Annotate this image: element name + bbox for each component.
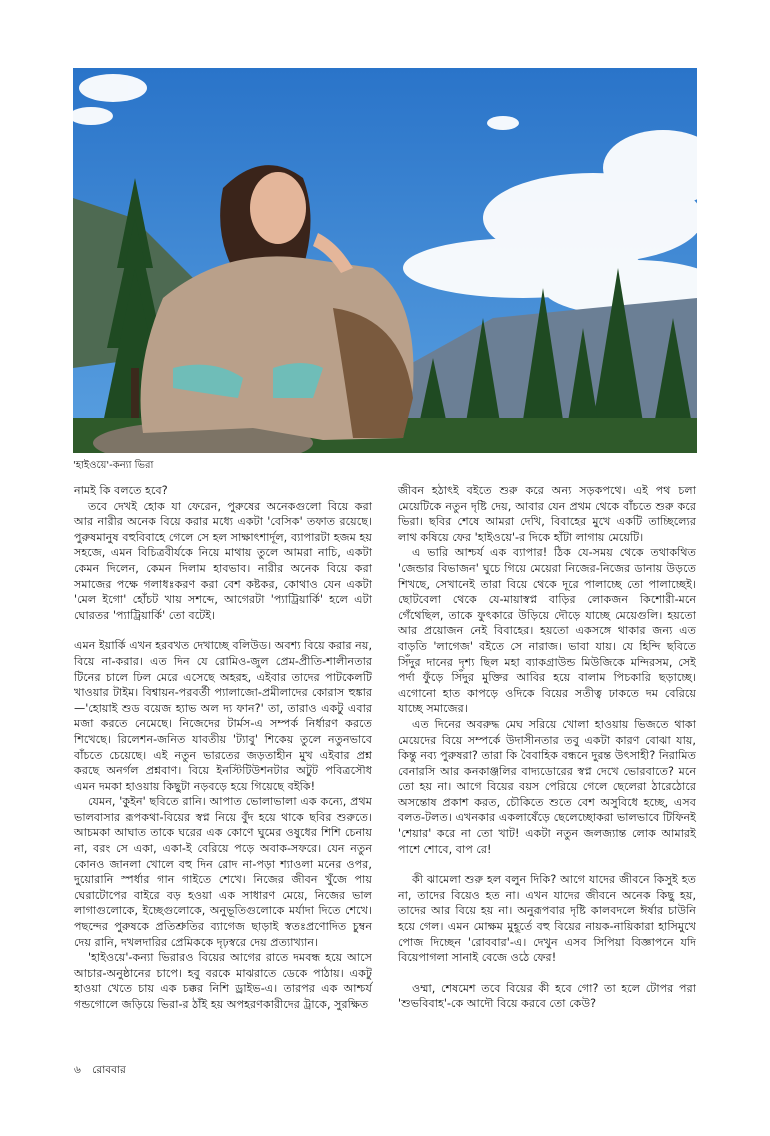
paragraph: এমন ইয়ার্কি এখন হরবখত দেখাচ্ছে বলিউড। অবশ্য বিয়ে করার নয়, বিয়ে না-করার। এত দিন যে রোমিও-জুল প্রেম-প্রীতি-শালীনতার টিনের চালে ঢিল মেরে এসেছে অহরহ, এইবার তাদের পাটকেলটি খাওয়ার টাইম। বিশ্বায়ন-পরবর্তী প্যালাজো-প্রমীলাদের কোরাস হুঙ্কার—'হোয়াই শুড বয়েজ হ্যাভ অল দ্য ফান?' তা, তারাও একটু এবার মজা করতে নেমেছে। নিজেদের টার্মস-এ সম্পর্ক নির্ধারণ করতে শিখেছে। রিলেশন-জনিত যাবতীয় 'ট্যাবু' শিকেয় তুলে নতুনভাবে বাঁচতে চেয়েছে। এই নতুন ভারতের জড়তাহীন মুখ এইবার প্রশ্ন করছে অনর্গল প্রশ্নবাণ। বিয়ে ইনস্টিটিউশনটার অটুট পবিত্রসৌধ এমন দমকা হাওয়ায় কিছুটা নড়বড়ে হয়ে গিয়েছে বইকি! [74,639,372,793]
hero-photo [73,68,697,453]
article-right-column [398,483,696,1012]
paragraph: এত দিনের অবরুদ্ধ মেঘ সরিয়ে খোলা হাওয়ায় ভিজতে থাকা মেয়েদের বিয়ে সম্পর্কে উদাসীনতার তবু একটা কারণ বোঝা যায়, কিন্তু নব্য পুরুষরা? তারা কি বৈবাহিক বন্ধনে দুরন্ত উৎসাহী? নিরামিত বেনারসি আর কনকাঞ্জলির বাদ্যডোরের স্বপ্ন দেখে ভোরবাতে? মনে তো হয় না। আগে বিয়ের বয়স পেরিয়ে গেলে ছেলেরা ঠারেঠোরে অসন্তোষ প্রকাশ করত, চৌকিতে শুতে বেশ অসুবিধে হচ্ছে, এসব বলত-টলত। এখনকার একলাষেঁড়ে ছেলেচ্ছোকরা ভালভাবে টিফিনই 'শেয়ার' করে না তো খাট! একটা নতুন জলজ্যান্ত লোক আমারই পাশে শোবে, বাপ রে! [398,717,696,856]
paragraph: তবে দেখই হোক যা ফেরেন, পুরুষের অনেকগুলো বিয়ে করা আর নারীর অনেক বিয়ে করার মধ্যে একটা 'বেসিক' তফাত রয়েছে। পুরুষমানুষ বহুবিবাহে গেলে সে হল সাক্ষাৎশার্দূল, ব্যাপারটা হজম হয় সহজে, এমন বিচিত্রবীর্যকে নিয়ে মাথায় তুলে আমরা নাচি, একটা কেমন দিলেন, কেমন দিলাম হাবভাব। নারীর অনেক বিয়ে করা সমাজের পক্ষে গলাধঃকরণ করা বেশ কষ্টকর, কোথাও যেন একটা 'মেল ইগো' হোঁচট খায় সশব্দে, আগেরটা 'প্যাট্রিয়ার্কি' হলে এটা ঘোরতর 'প্যাট্রিয়ার্কি' তো বটেই। [74,499,372,622]
page-footer [74,1063,134,1080]
paragraph: যেমন, 'কুইন' ছবিতে রানি। আপাত ভোলাভালা এক কন্যে, প্রথম ভালবাসার রূপকথা-বিয়ের স্বপ্ন নিয়ে বুঁদ হয়ে থাকে ছবির শুরুতে। আচমকা আঘাত তাকে ঘরের এক কোণে ঘুমের ওষুধের শিশি চেনায় না, বরং সে একা, একা-ই বেরিয়ে পড়ে অবাক-সফরে। যেন নতুন কোনও জানলা খোলে বহু দিন রোদ না-পড়া শ্যাওলা মনের ওপর, দুয়োরানি স্পর্ধার গান গাইতে শেখে। নিজের জীবন খুঁজে পায় ঘেরাটোপের বাইরে বড় হওয়া এক সাধারণ মেয়ে, নিজের ভাল লাগাগুলোকে, ইচ্ছেগুলোকে, অনুভূতিগুলোকে মর্যাদা দিতে শেখে। পছন্দের পুরুষকে প্রতিশ্রুতির ব্যাগেজ ছাড়াই স্বতঃপ্রণোদিত চুম্বন দেয় রানি, দখলদারির প্রেমিককে দৃঢ়স্বরে দেয় প্রত্যাখ্যান। [74,795,372,949]
paragraph: কী ঝামেলা শুরু হল বলুন দিকি? আগে যাদের জীবনে কিসুই হত না, তাদের বিয়েও হত না। এখন যাদের জীবনে অনেক কিছু হয়, তাদের আর বিয়ে হয় না। অনুরূপবার দৃষ্টি কালবদলে ঈর্ষার চাউনি হয়ে গেল। এমন মোক্ষম মুহূর্তে বহু বিয়ের নায়ক-নায়িকারা হাসিমুখে পোজ দিচ্ছেন 'রোববার'-এ। দেখুন এসব সিপিয়া বিজ্ঞাপনে যদি বিয়েপাগলা সানাই বেজে ওঠে ফের! [398,873,696,965]
paragraph: 'হাইওয়ে'-কন্যা ভিরারও বিয়ের আগের রাতে দমবন্ধ হয়ে আসে আচার-অনুষ্ঠানের চাপে। হবু বরকে মাঝরাতে ডেকে পাঠায়। একটু হাওয়া খেতে চায় এক চক্কর নিশি ড্রাইভ-এ। তারপর এক আশ্চর্য গন্ডগোলে জড়িয়ে ভিরা-র ঠাঁই হয় অপহরণকারীদের ট্রাকে, সুরক্ষিত [74,951,372,1011]
paragraph: এ ভারি আশ্চর্য এক ব্যাপার! ঠিক যে-সময় থেকে তথাকথিত 'জেন্ডার বিভাজন' ঘুচে গিয়ে মেয়েরা নিজের-নিজের ডানায় উড়তে শিখছে, সেখানেই তারা বিয়ে থেকে দূরে পালাচ্ছে তো পালাচ্ছেই। ছোটবেলা থেকে যে-মায়াস্বপ্ন বাড়ির লোকজন কিশোরী-মনে গেঁথেছিল, তাকে ফুৎকারে উড়িয়ে দৌড়ে যাচ্ছে মেয়েগুলি। হয়তো আর প্রয়োজন নেই বিবাহের। হয়তো একসঙ্গে থাকার জন্য এত বাড়তি 'লাগেজ' বইতে সে নারাজ। ভাবা যায়। যে হিন্দি ছবিতে সিঁদুর দানের দৃশ্য ছিল মহা ব্যাকগ্রাউন্ড মিউজিকে মন্দিরসম, সেই পর্দা ফুঁড়ে সিঁদুর মুক্তির আবির হয়ে বালাম পিচকারি ছড়াচ্ছে। এগোনো হাত কাপড়ে ওদিকে বিয়ের সতীত্ব ঢাকতে দম বেরিয়ে যাচ্ছে সমাজের। [398,546,696,716]
photo-caption: 'হাইওয়ে'-কন্যা ভিরা [73,460,154,471]
magazine-name: রোববার [92,1064,126,1076]
article-left-column [74,483,372,1013]
paragraph: ওম্মা, শেষমেশ তবে বিয়ের কী হবে গো? তা হলে টোপর পরা 'শুভবিবাহ'-কে আদৌ বিয়ে করবে তো কেউ? [398,981,696,1011]
paragraph: নামই কি বলতে হবে? [74,484,168,497]
mountain-scene-illustration [73,68,697,453]
paragraph: জীবন হঠাৎই বইতে শুরু করে অন্য সড়কপথে। এই পথ চলা মেয়েটিকে নতুন দৃষ্টি দেয়, আবার যেন প্রথম থেকে বাঁচতে শুরু করে ভিরা। ছবির শেষে আমরা দেখি, বিবাহের মুখে একটি তাচ্ছিল্যের লাথ কষিয়ে ফের 'হাইওয়ে'-র দিকে হাঁটা লাগায় মেয়েটি। [398,484,696,544]
page-number: ৬ [74,1064,81,1076]
